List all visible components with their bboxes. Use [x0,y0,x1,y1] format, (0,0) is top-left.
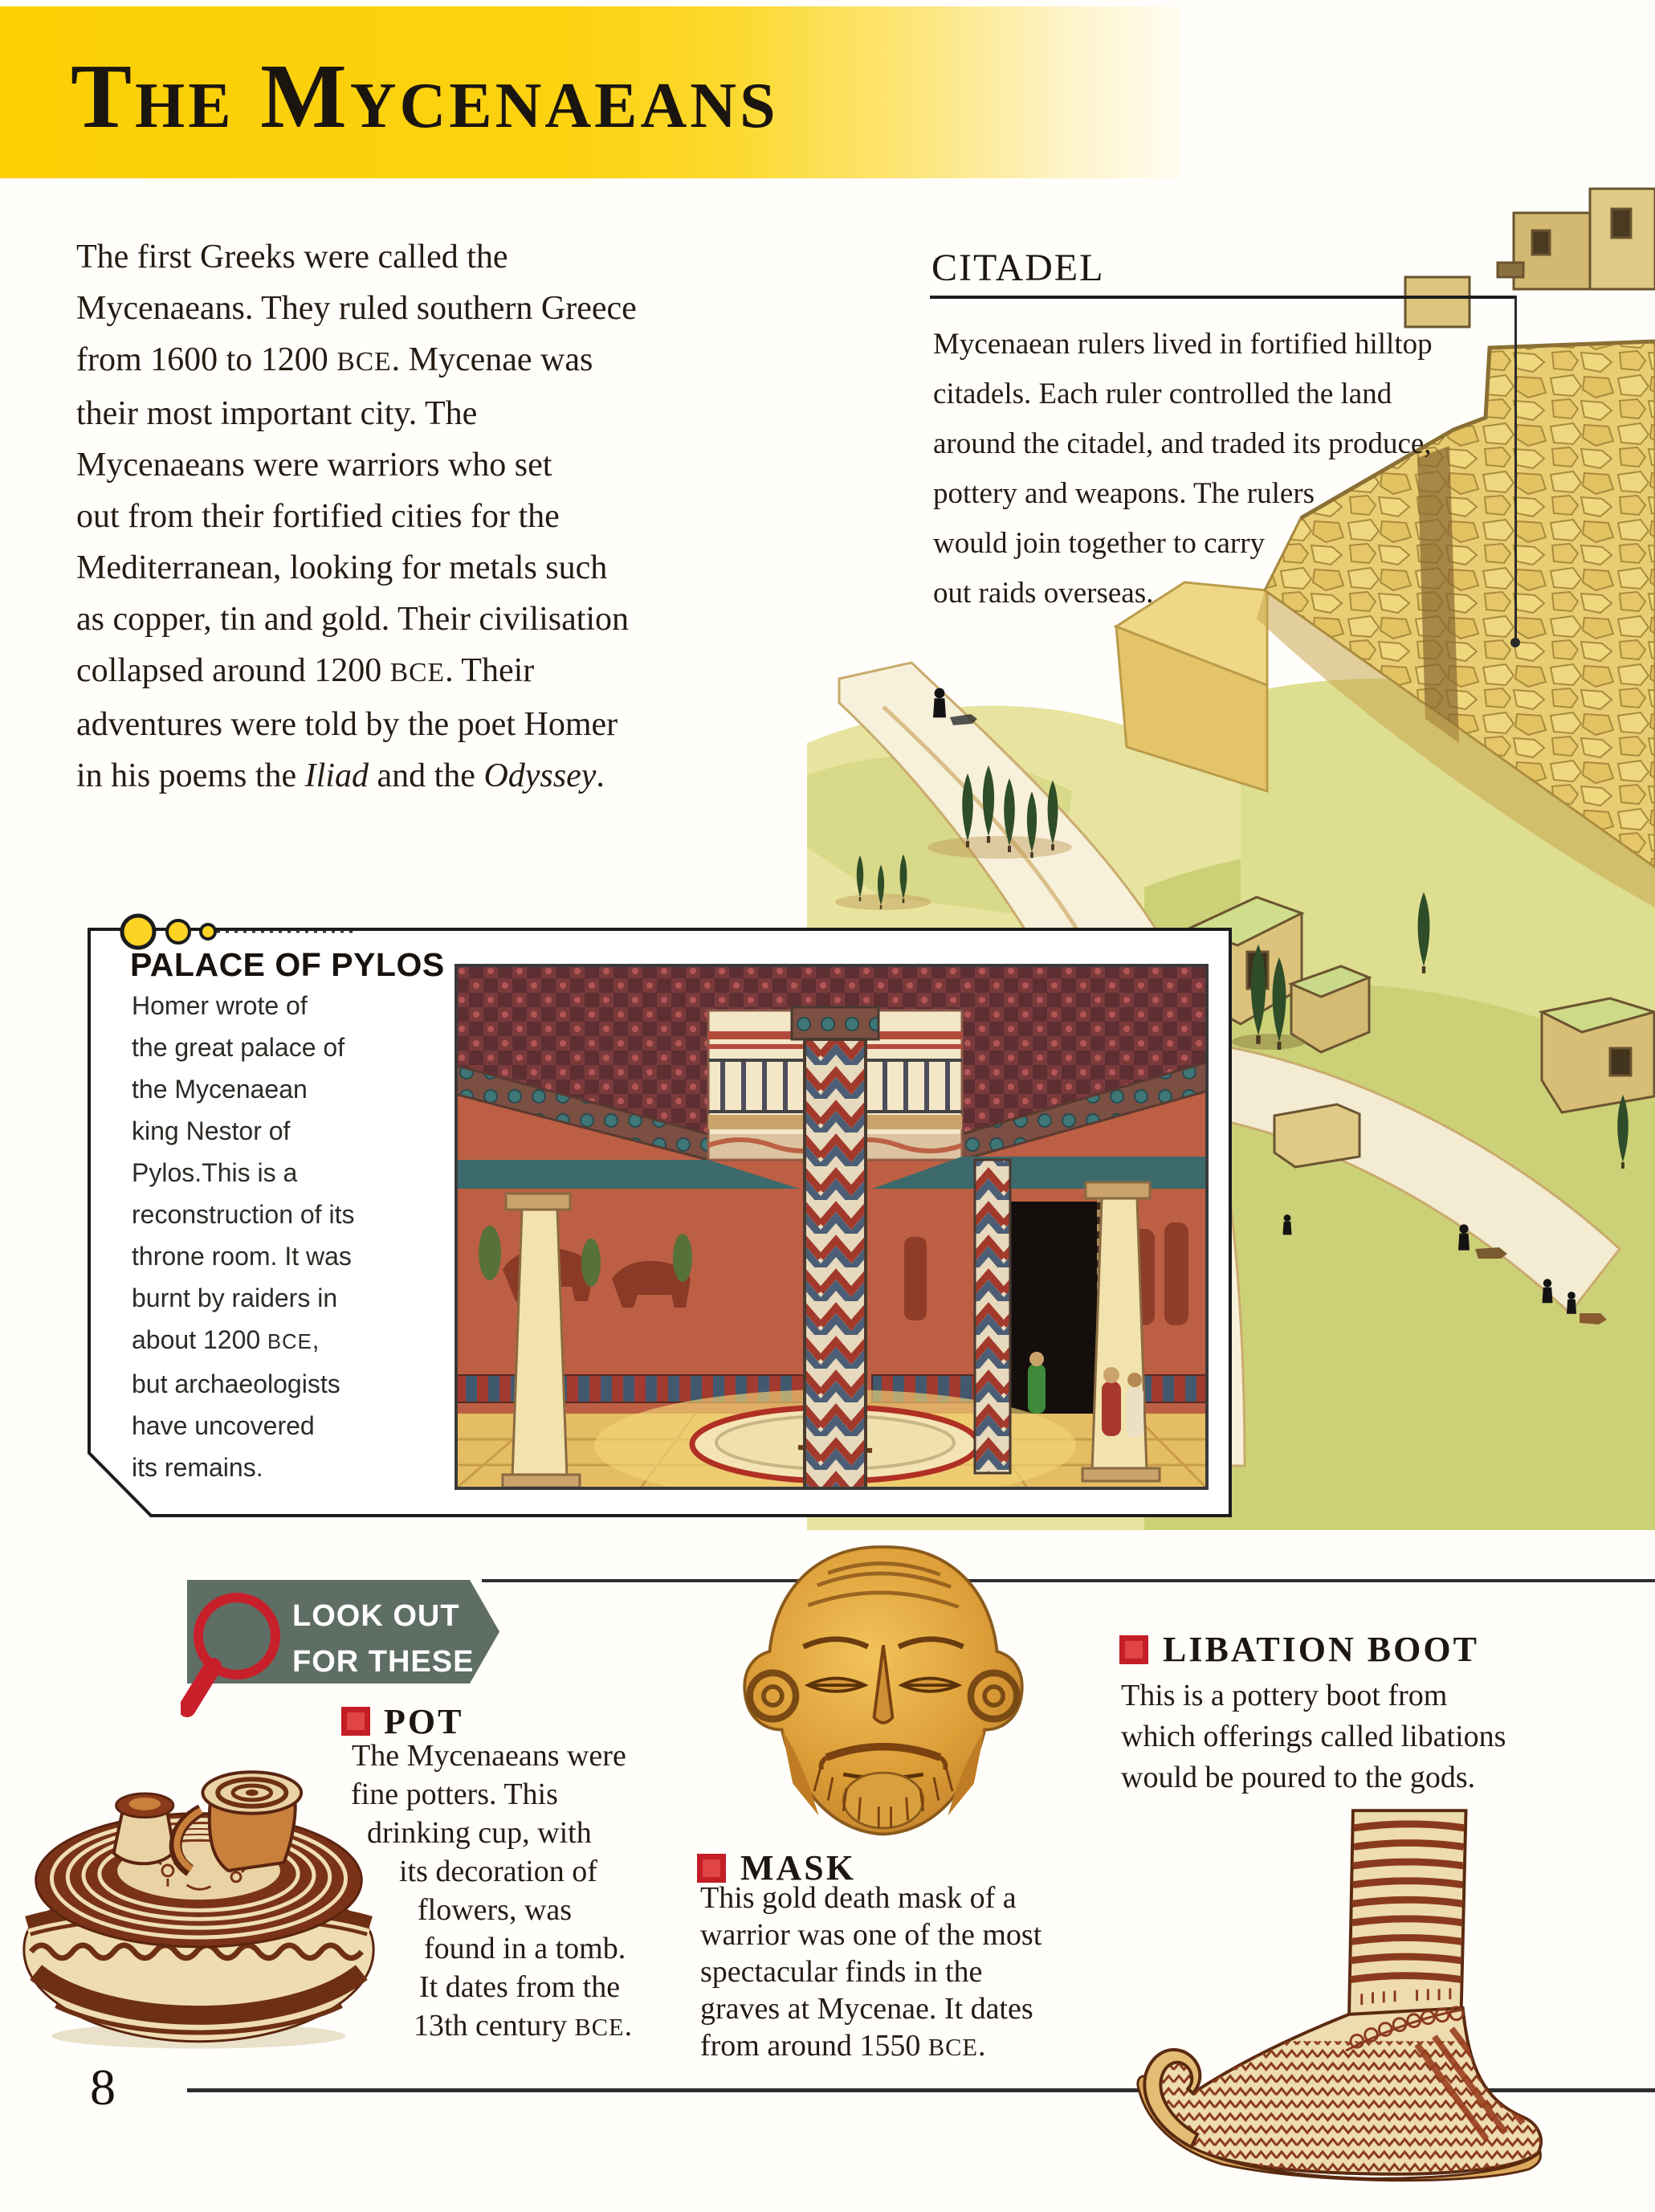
palace-line: throne room. It was [132,1242,352,1271]
citadel-line: Mycenaean rulers lived in fortified hilltop [933,328,1433,361]
pot-line: its decoration of [399,1855,597,1888]
citadel-line: around the citadel, and traded its produce, [933,427,1432,460]
mask-line: spectacular finds in the [700,1955,983,1989]
intro-line: Mycenaeans. They ruled southern Greece [76,290,637,327]
boot-image [1112,1807,1586,2210]
mask-heading: MASK [740,1848,856,1888]
boot-caption [1121,1675,1571,1798]
intro-paragraph [76,231,703,802]
pot-line: The Mycenaeans were [352,1739,626,1773]
pot-line: found in a tomb. [424,1932,626,1965]
palace-line: the great palace of [132,1033,345,1062]
citadel-leader-dot [1510,638,1520,647]
citadel-caption [933,320,1511,618]
palace-line: but archaeologists [132,1369,340,1398]
palace-line: have uncovered [132,1411,315,1440]
citadel-line: pottery and weapons. The rulers [933,477,1315,510]
pot-line: drinking cup, with [367,1816,592,1850]
boot-heading: LIBATION BOOT [1163,1630,1479,1669]
red-square-bullet [341,1707,370,1736]
palace-heading: PALACE OF PYLOS [130,946,445,983]
mask-line: from around 1550 BCE. [700,2029,986,2063]
lookout-banner-label [292,1594,474,1685]
boot-line: This is a pottery boot from [1121,1679,1448,1712]
pot-line: fine potters. This [351,1777,558,1811]
section-rule [482,1579,1655,1582]
mask-caption [700,1879,1118,2066]
mask-line: warrior was one of the most [700,1918,1042,1952]
palace-line: king Nestor of [132,1116,291,1145]
palace-caption [132,985,354,1488]
page-title: The Mycenaeans [71,45,779,147]
palace-line: reconstruction of its [132,1200,355,1229]
palace-line: Homer wrote of [132,991,308,1020]
citadel-underline [930,296,1516,299]
intro-line: out from their fortified cities for the [76,498,560,535]
lookout-line2: FOR THESE [292,1645,475,1679]
intro-line: adventures were told by the poet Homer [76,706,618,743]
red-square-bullet [697,1854,726,1883]
pot-line: 13th century BCE. [414,2009,633,2043]
intro-line: collapsed around 1200 BCE. Their [76,652,535,689]
citadel-line: out raids overseas. [933,577,1154,610]
mask-image [727,1530,1040,1845]
intro-line: from 1600 to 1200 BCE. Mycenae was [76,341,593,378]
citadel-line: would join together to carry [933,527,1266,560]
intro-line: Mediterranean, looking for metals such [76,549,608,586]
intro-line: Mycenaeans were warriors who set [76,447,552,484]
mask-line: This gold death mask of a [700,1881,1017,1915]
boot-line: would be poured to the gods. [1121,1761,1476,1794]
palace-line: about 1200 BCE, [132,1325,320,1354]
intro-line: their most important city. The [76,395,478,432]
palace-line: Pylos.This is a [132,1158,298,1187]
palace-line: the Mycenaean [132,1075,308,1104]
intro-line: The first Greeks were called the [76,239,508,275]
palace-throne-room-image [455,964,1209,1490]
page-number: 8 [90,2059,116,2116]
pot-caption [351,1737,632,2047]
citadel-leader-line [1514,296,1517,641]
intro-line: in his poems the Iliad and the Odyssey. [76,757,605,794]
lookout-line1: LOOK OUT [292,1599,460,1633]
red-square-bullet [1119,1635,1148,1664]
pot-heading: POT [384,1702,464,1741]
pot-line: flowers, was [418,1893,573,1927]
mask-line: graves at Mycenae. It dates [700,1992,1033,2026]
intro-line: as copper, tin and gold. Their civilisation [76,601,630,638]
citadel-line: citadels. Each ruler controlled the land [933,378,1392,410]
pot-line: It dates from the [419,1970,621,2004]
pot-image [12,1759,385,2052]
palace-line: burnt by raiders in [132,1284,338,1312]
boot-line: which offerings called libations [1121,1720,1506,1753]
citadel-heading: CITADEL [931,247,1105,289]
palace-line: its remains. [132,1453,263,1482]
